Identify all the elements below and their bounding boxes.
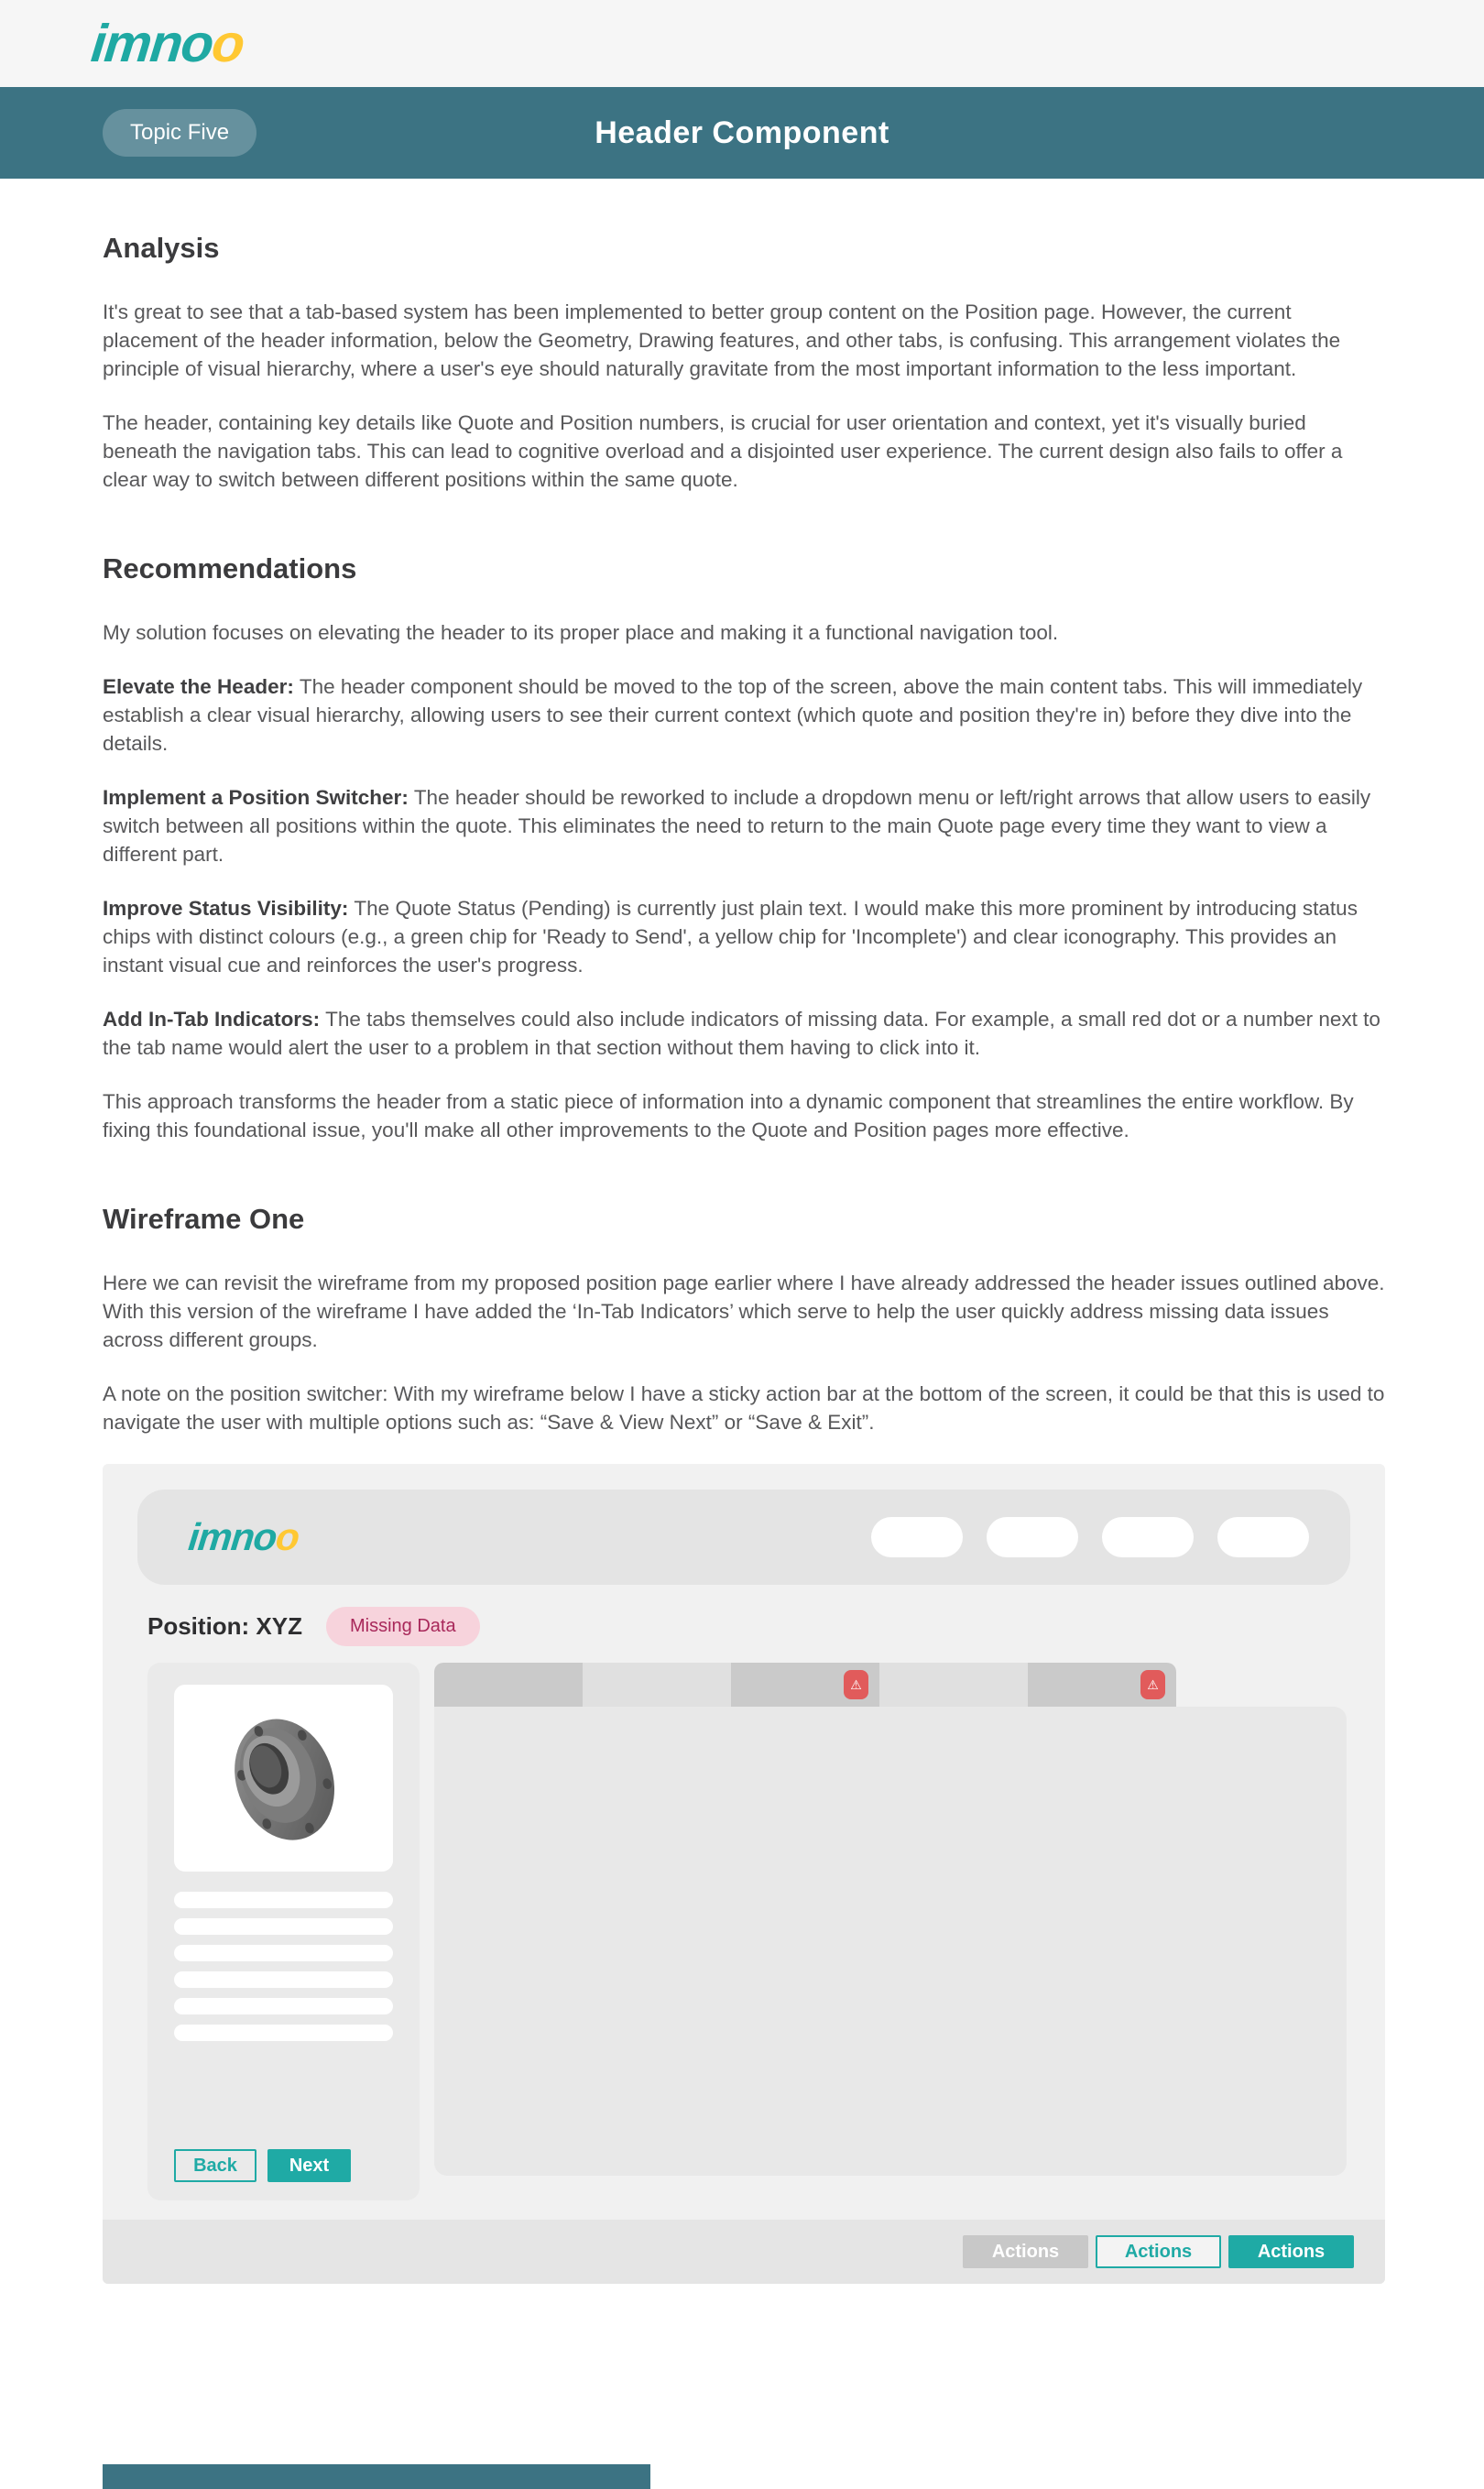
text-skeleton-line [174, 1918, 393, 1935]
nav-link-placeholder[interactable] [871, 1517, 963, 1557]
wireframe-sidebar [147, 1663, 420, 2200]
text-skeleton-line [174, 1971, 393, 1988]
recommendation-item: Improve Status Visibility: The Quote Status (Pending) is currently just plain text. I would make this more prominent by introducing status chips with distinct colours (e.g., a green chip for 'Ready to Send', a yellow chip for 'Incomplete') and clear iconography. This provides an instant visual cue and reinforces the user's progress. [103, 897, 1358, 977]
position-switcher-buttons [174, 2149, 393, 2182]
imnoo-logo [88, 13, 246, 73]
recommendation-item: Elevate the Header: The header component should be moved to the top of the screen, above the main content tabs. This will immediately establish a clear visual hierarchy, allowing users to see their current context (which quote and position they're in) before they dive into the details. [103, 675, 1363, 755]
part-image-card [174, 1685, 393, 1872]
wireframe-paragraph-2: A note on the position switcher: With my wireframe below I have a sticky action bar at the bottom of the screen, it could be that this is used to navigate the user with multiple options such as: “Save & View Next” or “Save & Exit”. [103, 1382, 1385, 1434]
tab-placeholder-3[interactable] [731, 1663, 879, 1707]
missing-data-warning-icon: ⚠ [1140, 1670, 1165, 1699]
tab-content-panel [434, 1707, 1347, 2176]
logo-yellow-letter: o [209, 13, 246, 73]
wireframe-mockup [103, 1464, 1385, 2284]
actions-button-primary[interactable]: Actions [1228, 2235, 1354, 2268]
tab-placeholder-4[interactable] [879, 1663, 1028, 1707]
actions-button-disabled[interactable]: Actions [963, 2235, 1088, 2268]
text-skeleton-line [174, 1998, 393, 2014]
recommendations-intro: My solution focuses on elevating the header to its proper place and making it a functional navigation tool. [103, 621, 1059, 644]
section-banner [0, 87, 1484, 179]
text-skeleton-line [174, 1892, 393, 1908]
missing-data-warning-icon: ⚠ [844, 1670, 868, 1699]
recommendation-lead: Add In-Tab Indicators: [103, 1008, 321, 1031]
wireframe-navbar [137, 1490, 1350, 1585]
text-skeleton-line [174, 1945, 393, 1961]
analysis-paragraph-1: It's great to see that a tab-based system has been implemented to better group content on the Position page. However, the current placement of the header information, below the Geometry, Drawing features, and other tabs, is confusing. This arrangement violates the principle of visual hierarchy, where a user's eye should naturally gravitate from the most important information to the less important. [103, 300, 1341, 380]
position-label: Position: XYZ [147, 1612, 302, 1640]
wireframe-one-heading: Wireframe One [103, 1203, 305, 1235]
position-header [147, 1607, 1385, 1646]
top-bar [0, 0, 1484, 87]
sticky-action-bar [103, 2220, 1385, 2284]
topic-badge: Topic Five [103, 109, 256, 157]
wireframe-main-row [147, 1663, 1347, 2200]
nav-link-placeholder[interactable] [1102, 1517, 1194, 1557]
wireframe-content-column [434, 1663, 1347, 2200]
missing-data-chip: Missing Data [326, 1607, 480, 1646]
next-section-banner-edge [103, 2464, 650, 2489]
recommendations-heading: Recommendations [103, 552, 357, 584]
nav-link-placeholder[interactable] [987, 1517, 1078, 1557]
recommendation-lead: Improve Status Visibility: [103, 897, 349, 920]
text-skeleton-line [174, 2025, 393, 2041]
recommendation-lead: Elevate the Header: [103, 675, 294, 698]
next-button[interactable]: Next [267, 2149, 351, 2182]
recommendations-closing: This approach transforms the header from a static piece of information into a dynamic component that streamlines the entire workflow. By fixing this foundational issue, you'll make all other improvements to the Quote and Position pages more effective. [103, 1090, 1354, 1141]
tab-placeholder-1[interactable] [434, 1663, 583, 1707]
article-body [0, 232, 1484, 1436]
logo-teal-letters: imno [88, 13, 216, 73]
wireframe-paragraph-1: Here we can revisit the wireframe from my proposed position page earlier where I have already addressed the header issues outlined above. With this version of the wireframe I have added the ‘In-Tab Indicators’ which serve to help the user quickly address missing data issues across different groups. [103, 1272, 1385, 1351]
actions-button-secondary[interactable]: Actions [1096, 2235, 1221, 2268]
tab-placeholder-5[interactable] [1028, 1663, 1176, 1707]
tab-placeholder-2[interactable] [583, 1663, 731, 1707]
wireframe-tab-bar [434, 1663, 1347, 1707]
page-title: Header Component [595, 115, 889, 150]
wireframe-imnoo-logo: imnoo [186, 1515, 301, 1558]
wireframe-nav-links [871, 1517, 1309, 1557]
flange-part-image [199, 1693, 369, 1863]
analysis-heading: Analysis [103, 232, 220, 264]
recommendation-lead: Implement a Position Switcher: [103, 786, 409, 809]
analysis-paragraph-2: The header, containing key details like Quote and Position numbers, is crucial for user orientation and context, yet it's visually buried beneath the navigation tabs. This can lead to cognitive overload and a disjointed user experience. The current design also fails to offer a clear way to switch between different positions within the same quote. [103, 411, 1343, 491]
back-button[interactable]: Back [174, 2149, 256, 2182]
recommendation-item: Implement a Position Switcher: The header should be reworked to include a dropdown menu or left/right arrows that allow users to easily switch between all positions within the quote. This eliminates the need to return to the main Quote page every time they want to view a different part. [103, 786, 1371, 866]
recommendation-item: Add In-Tab Indicators: The tabs themselves could also include indicators of missing data. For example, a small red dot or a number next to the tab name would alert the user to a problem in that section without them having to click into it. [103, 1008, 1380, 1059]
nav-link-placeholder[interactable] [1217, 1517, 1309, 1557]
